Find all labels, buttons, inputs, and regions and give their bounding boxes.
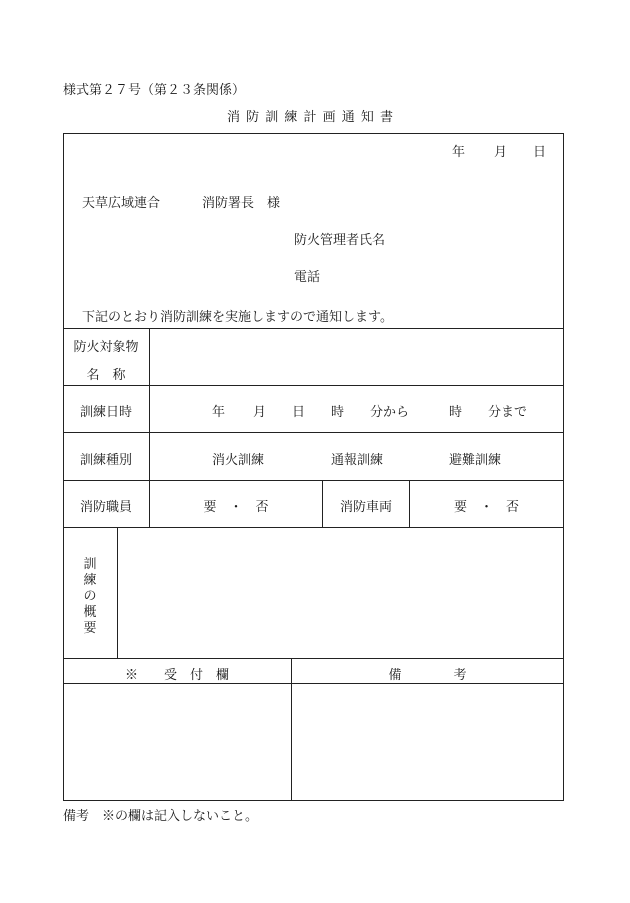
datetime-year: 年	[212, 405, 226, 420]
divider-target	[63, 385, 564, 386]
summary-label-1: 訓	[83, 557, 97, 572]
notice-text: 下記のとおり消防訓練を実施しますので通知します。	[82, 310, 393, 325]
type-option-evacuation: 避難訓練	[449, 453, 502, 468]
summary-column-divider	[117, 527, 118, 658]
date-year: 年	[452, 145, 466, 160]
addressee-chief: 消防署長	[202, 196, 255, 211]
summary-label-4: 概	[83, 605, 97, 620]
type-option-fire: 消火訓練	[212, 453, 265, 468]
datetime-label: 訓練日時	[79, 405, 132, 420]
datetime-minute-from: 分から	[370, 405, 410, 420]
divider-type	[63, 480, 564, 481]
divider-datetime	[63, 432, 564, 433]
remarks-column-header: 備 考	[388, 668, 467, 683]
datetime-hour: 時	[331, 405, 345, 420]
frame-right	[563, 133, 564, 801]
form-number: 様式第２７号（第２３条関係）	[63, 83, 246, 98]
footer-note: 備考 ※の欄は記入しないこと。	[63, 809, 259, 824]
reception-column-header: ※ 受 付 欄	[124, 668, 229, 683]
datetime-day: 日	[292, 405, 306, 420]
divider-header-row	[63, 683, 564, 684]
frame-top	[63, 133, 564, 134]
vehicle-label: 消防車両	[339, 500, 392, 515]
staff-label: 消防職員	[79, 500, 132, 515]
summary-label-3: の	[83, 589, 97, 604]
document-title: 消 防 訓 練 計 画 通 知 書	[227, 110, 395, 125]
type-label: 訓練種別	[79, 453, 132, 468]
staff-value: 要 ・ 否	[203, 500, 269, 515]
frame-bottom	[63, 800, 564, 801]
divider-summary	[63, 658, 564, 659]
addressee-honorific: 様	[267, 196, 281, 211]
datetime-hour-end: 時	[449, 405, 463, 420]
datetime-minute-to: 分まで	[488, 405, 528, 420]
type-option-report: 通報訓練	[331, 453, 384, 468]
vehicle-value: 要 ・ 否	[453, 500, 519, 515]
manager-name-label: 防火管理者氏名	[294, 233, 386, 248]
target-label-line2: 名 称	[86, 368, 126, 383]
divider-intro	[63, 328, 564, 329]
summary-label-2: 練	[83, 573, 97, 588]
summary-label-5: 要	[83, 621, 97, 636]
phone-label: 電話	[294, 270, 321, 285]
date-month: 月	[494, 145, 508, 160]
divider-staff	[63, 527, 564, 528]
datetime-month: 月	[253, 405, 267, 420]
date-day: 日	[533, 145, 547, 160]
target-label-line1: 防火対象物	[73, 340, 139, 355]
addressee-org: 天草広域連合	[82, 196, 161, 211]
